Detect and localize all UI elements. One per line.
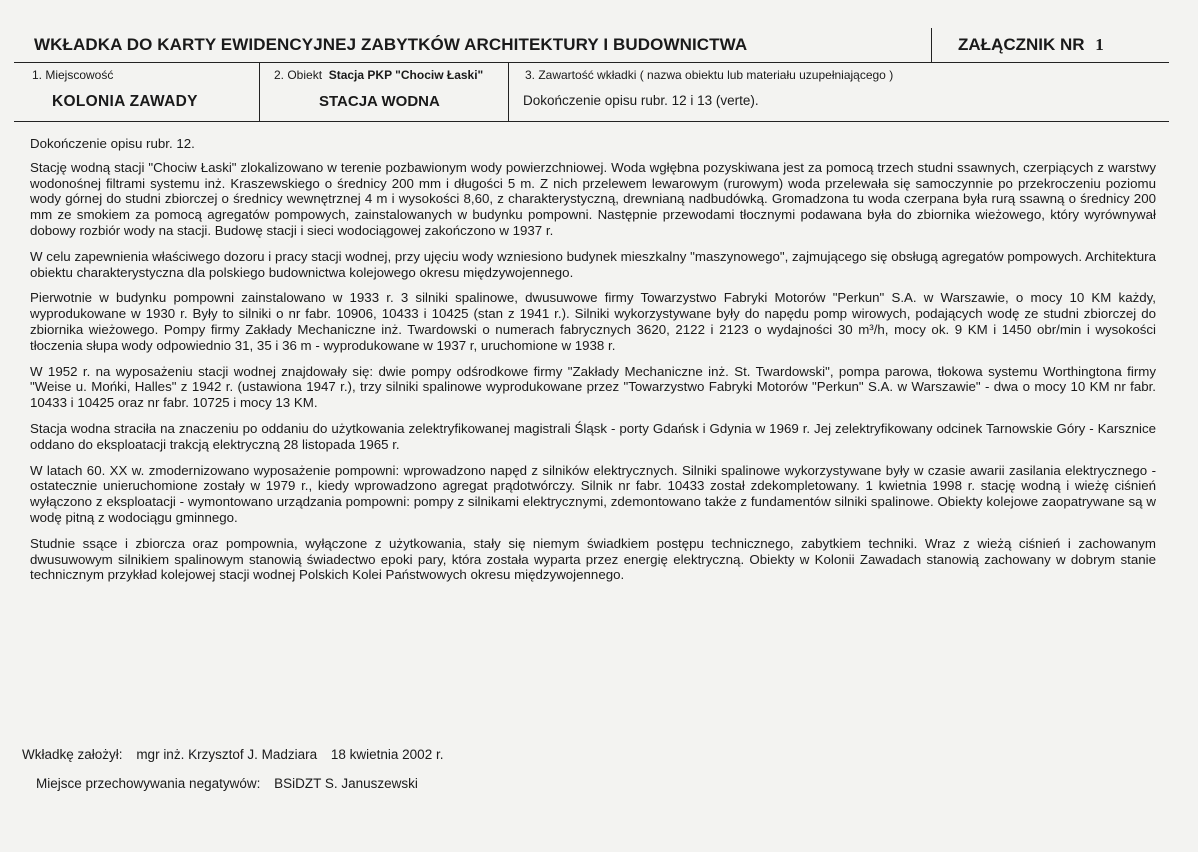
negatives-line	[36, 776, 428, 791]
contents-value: Dokończenie opisu rubr. 12 i 13 (verte).	[523, 93, 759, 108]
author-name: mgr inż. Krzysztof J. Madziara	[136, 747, 318, 762]
paragraph: Studnie ssące i zbiorcza oraz pompownia, wyłączone z użytkowania, stały się niemym świadkiem postępu technicznego, zabytkiem techniki. Wraz z wieżą ciśnień i zachowanym dwusuwowym silnikiem spalinowym stanowią świadectwo epoki pary, która została wyparta przez energię elektryczną. Obiekty w Kolonii Zawadach stanowią zachowany w dobrym stanie technicznym przykład kolejowej stacji wodnej Polskich Kolei Państwowych okresu międzywojennego.	[30, 535, 1156, 583]
author-date: 18 kwietnia 2002 r.	[330, 747, 444, 762]
paragraph: Stację wodną stacji "Chociw Łaski" zlokalizowano w terenie pozbawionym wody powierzchniowej. Woda wgłębna pozyskiwana jest za pomocą trzech studni ssawnych, czerpiących z warstwy wodonośnej filtrami systemu inż. Kraszewskiego o średnicy 200 mm i długości 5 m. Z nich przelewem lewarowym (rurowym) woda przelewała się samoczynnie po przekroczeniu poziomu wody górnej do studni zbiorczej o średnicy wewnętrznej 4 m i wysokości 8,60, z charakterystyczną, drewnianą nadbudówką. Gromadzona tu woda czerpana była rurą ssawną o średnicy 200 mm ze smokiem za pomocą agregatów pompowych, zainstalowanych w budynku pompowni. Następnie przewodami tłocznymi podawana była do zbiornika wieżowego, który wyrównywał dobowy rozbiór wody na stacji. Budowę stacji i sieci wodociągowej zakończono w 1937 r.	[30, 159, 1156, 238]
locality-value: KOLONIA ZAWADY	[52, 93, 198, 110]
attachment-label: ZAŁĄCZNIK NR	[958, 35, 1085, 54]
paragraph: W celu zapewnienia właściwego dozoru i pracy stacji wodnej, przy ujęciu wody wzniesiono budynek mieszkalny "maszynowego", zajmującego się obsługą agregatów pompowych. Architektura obiektu charakterystyczna dla polskiego budownictwa kolejowego okresu międzywojennego.	[30, 248, 1156, 280]
object-label: 2. Obiekt	[274, 68, 323, 82]
object-value: STACJA WODNA	[319, 93, 440, 110]
object-cell	[260, 63, 509, 121]
fields-row	[14, 62, 1169, 122]
locality-cell	[14, 63, 260, 121]
attachment-heading	[932, 28, 1104, 62]
paragraph: W 1952 r. na wyposażeniu stacji wodnej znajdowały się: dwie pompy odśrodkowe firmy "Zakłady Mechaniczne inż. St. Twardowski", pompa parowa, tłokowa systemu Worthingtona firmy "Weise u. Mońki, Halles" z 1942 r. (ustawiona 1947 r.), trzy silniki spalinowe wyprodukowane przez "Towarzystwo Fabryki Motorów "Perkun" S.A. w Warszawie" - dwa o mocy 10 KM nr fabr. 10433 i 10425 oraz nr fabr. 10725 i mocy 13 KM.	[30, 363, 1156, 411]
contents-cell	[509, 63, 1169, 121]
paragraph: Stacja wodna straciła na znaczeniu po oddaniu do użytkowania zelektryfikowanej magistrali Śląsk - porty Gdańsk i Gdynia w 1969 r. Jej zelektryfikowany odcinek Tarnowskie Góry - Karsznice oddano do eksploatacji trakcją elektryczną 28 listopada 1965 r.	[30, 420, 1156, 452]
description-body	[30, 136, 1156, 593]
paragraph: W latach 60. XX w. zmodernizowano wyposażenie pompowni: wprowadzono napęd z silników elektrycznych. Silniki spalinowe wykorzystywane były w czasie awarii zasilania elektrycznego - ostatecznie unieruchomione zostały w 1979 r., kiedy wprowadzono agregat prądotwórczy. Silnik nr fabr. 10433 został zdekompletowany. 1 kwietnia 1998 r. stację wodną i wieżę ciśnień wyłączono z eksploatacji - wymontowano urządzania pompowni: pompy z silnikami elektrycznymi, zdemontowano także z fundamentów silniki spalinowe. Obiekty kolejowe zaopatrywane są w wodę pitną z wodociągu gminnego.	[30, 462, 1156, 525]
attachment-number: 1	[1095, 35, 1104, 54]
author-line	[22, 747, 453, 762]
negatives-value: BSiDZT S. Januszewski	[274, 776, 418, 791]
author-label: Wkładkę założył:	[22, 747, 123, 762]
object-label-line	[274, 68, 483, 82]
contents-label: 3. Zawartość wkładki ( nazwa obiektu lub materiału uzupełniającego )	[525, 68, 894, 82]
description-heading: Dokończenie opisu rubr. 12.	[30, 136, 195, 151]
header-row	[14, 28, 1169, 62]
document-title: WKŁADKA DO KARTY EWIDENCYJNEJ ZABYTKÓW ARCHITEKTURY I BUDOWNICTWA	[14, 28, 932, 62]
paragraph: Pierwotnie w budynku pompowni zainstalowano w 1933 r. 3 silniki spalinowe, dwusuwowe firmy Towarzystwo Fabryki Motorów "Perkun" S.A. w Warszawie, o mocy 10 KM każdy, wyprodukowane w 1930 r. Były to silniki o nr fabr. 10906, 10433 i 10425 (stan z 1941 r.). Silniki wykorzystywane były do napędu pomp wirowych, podających wodę ze studni zbiorczej do zbiornika wieżowego. Pompy firmy Zakłady Mechaniczne inż. Twardowski o numerach fabrycznych 3620, 2122 i 2123 o wydajności 30 m³/h, mocy ok. 9 KM i 1450 obr/min i wysokości tłoczenia słupa wody odpowiednio 31, 35 i 36 m - wyprodukowane w 1937 r, uruchomione w 1938 r.	[30, 290, 1156, 353]
locality-label: 1. Miejscowość	[32, 68, 114, 82]
negatives-label: Miejsce przechowywania negatywów:	[36, 776, 261, 791]
object-name: Stacja PKP "Chociw Łaski"	[328, 68, 484, 82]
